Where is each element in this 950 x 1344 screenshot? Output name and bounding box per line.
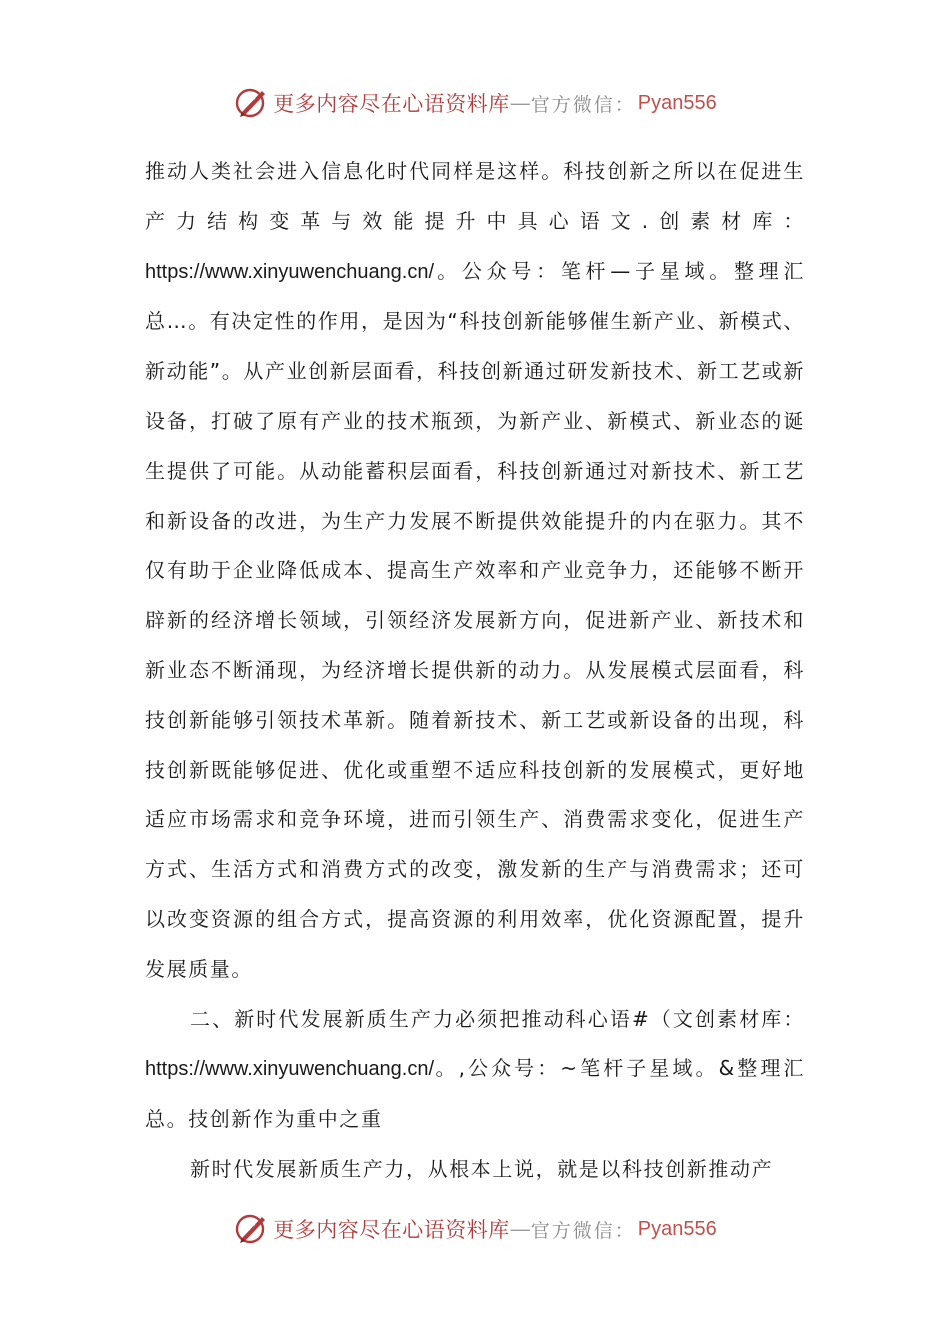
section-heading	[145, 995, 805, 1145]
website-link[interactable]: https://www.xinyuwenchuang.cn/	[145, 260, 435, 283]
banner-separator: —	[509, 91, 531, 115]
footer-banner	[0, 1209, 950, 1249]
pen-logo-icon	[233, 1211, 269, 1247]
heading-text: 二、新时代发展新质生产力必须把推动科心语#（文创素材库：	[190, 1006, 805, 1031]
banner-separator: —	[509, 1217, 531, 1241]
banner-wechat-label: 官方微信：	[530, 1219, 636, 1242]
pen-logo-icon	[233, 85, 269, 121]
banner-wechat-label: 官方微信：	[530, 93, 636, 116]
header-banner	[0, 83, 950, 123]
paragraph	[145, 1145, 805, 1195]
website-link[interactable]: https://www.xinyuwenchuang.cn/	[145, 1058, 435, 1081]
paragraph-text: 新时代发展新质生产力，从根本上说，就是以科技创新推动产	[190, 1156, 774, 1181]
banner-wechat-id: Pyan556	[637, 91, 717, 114]
document-body	[145, 147, 805, 1195]
banner-brand-text: 更多内容尽在心语资料库	[273, 92, 510, 116]
banner-wechat-id: Pyan556	[637, 1217, 717, 1240]
banner-brand-text: 更多内容尽在心语资料库	[273, 1218, 510, 1242]
heading-text: 。,公众号：~笔杆子星域。&整理汇总。技创新作为重中之重	[145, 1056, 805, 1132]
paragraph	[145, 147, 805, 995]
paragraph-text: 。公众号：笔杆—子星域。整理汇总…。有决定性的作用，是因为“科技创新能够催生新产业、新模式、新动能”。从产业创新层面看，科技创新通过研发新技术、新工艺或新设备，打破了原有产业的技术瓶颈，为新产业、新模式、新业态的诞生提供了可能。从动能蓄积层面看，科技创新通过对新技术、新工艺和新设备的改进，为生产力发展不断提供效能提升的内在驱力。其不仅有助于企业降低成本、提高生产效率和产业竞争力，还能够不断开辟新的经济增长领域，引领经济发展新方向，促进新产业、新技术和新业态不断涌现，为经济增长提供新的动力。从发展模式层面看，科技创新能够引领技术革新。随着新技术、新工艺或新设备的出现，科技创新既能够促进、优化或重塑不适应科技创新的发展模式，更好地适应市场需求和竞争环境，进而引领生产、消费需求变化，促进生产方式、生活方式和消费方式的改变，激发新的生产与消费需求；还可以改变资源的组合方式，提高资源的利用效率，优化资源配置，提升发展质量。	[145, 258, 805, 981]
paragraph-text: 推动人类社会进入信息化时代同样是这样。科技创新之所以在促进生产力结构变革与效能提升中具心语文.创素材库：	[145, 159, 805, 233]
